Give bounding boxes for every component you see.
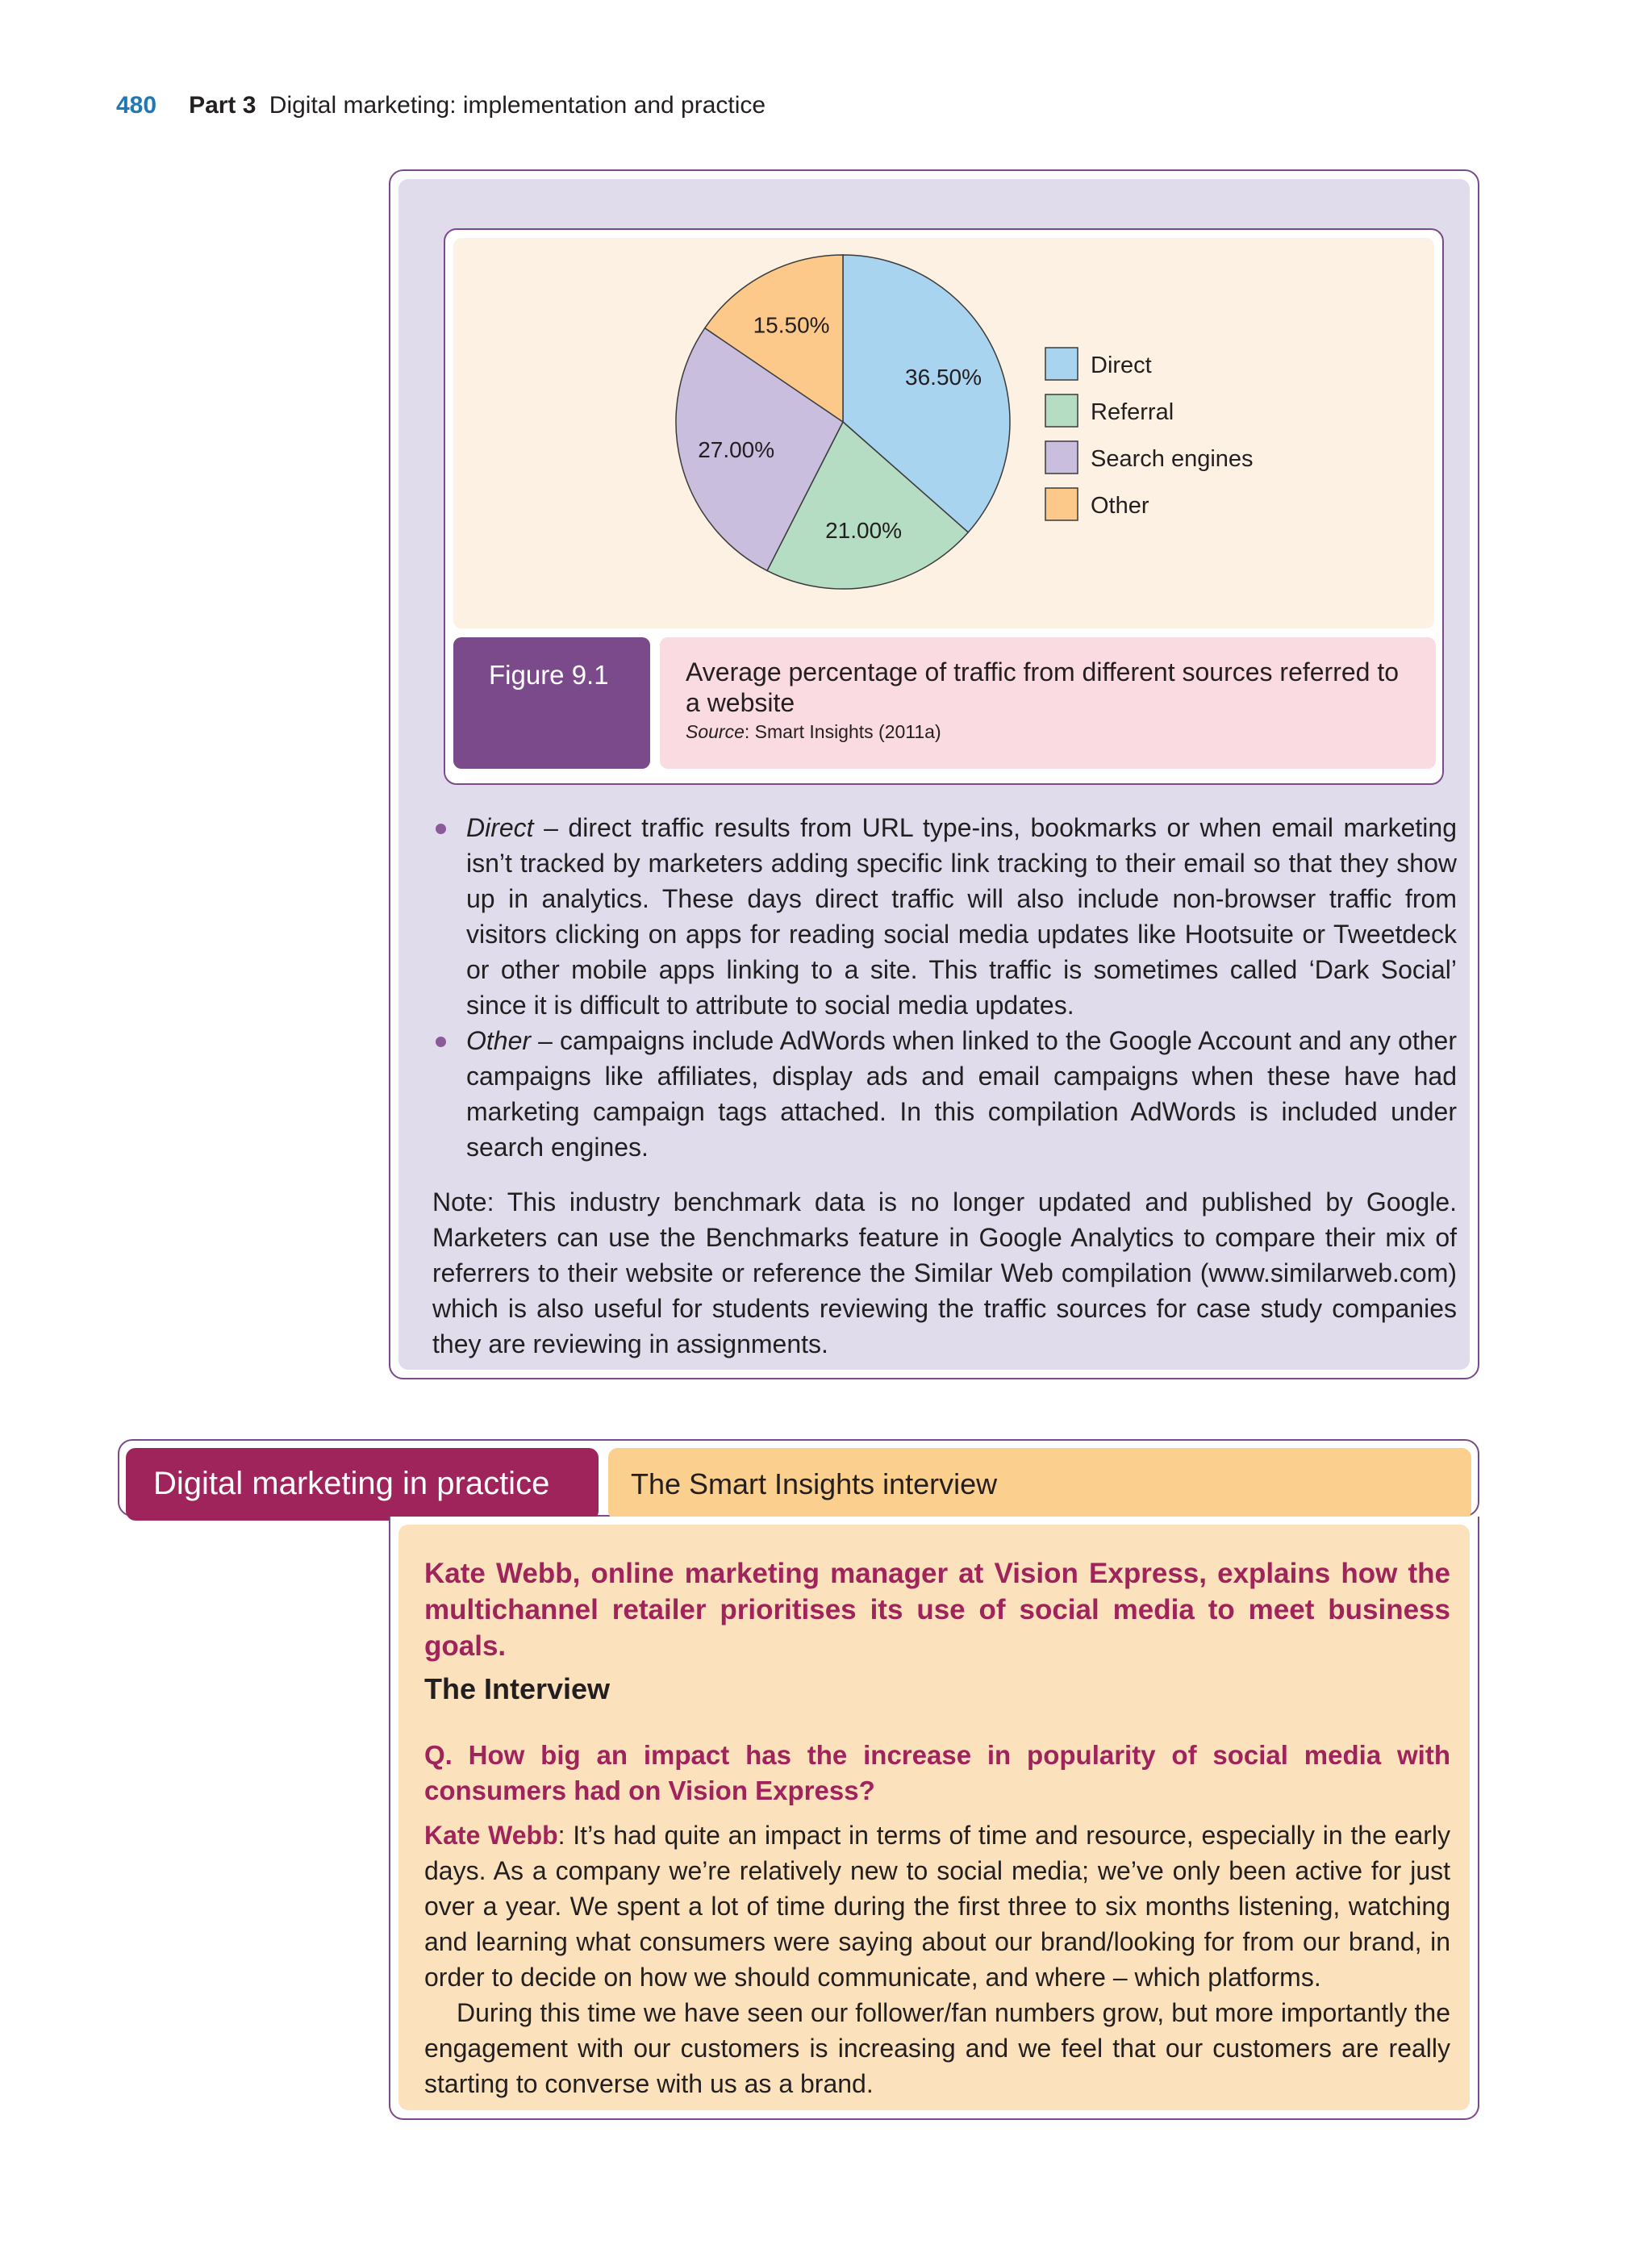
bullet-direct <box>432 810 1457 1023</box>
figure-caption: Average percentage of traffic from different sources referred to a website <box>686 657 1400 717</box>
practice-title: The Smart Insights interview <box>608 1448 1471 1521</box>
answer-text-1: : It’s had quite an impact in terms of time and resource, especially in the early days. As a company we’re relatively new to social media; we’ve only been active for just over a year. We spent a lot of time during the first three to six months listening, watching and learning what consumers were saying about our brand/looking for from our brand, in order to decide on how we should communicate, and where – which platforms. <box>424 1821 1451 1992</box>
interview-panel-background <box>398 1525 1470 2110</box>
answer-paragraph-1 <box>424 1817 1450 1995</box>
legend-swatch <box>1045 441 1078 474</box>
interview-question: Q. How big an impact has the increase in popularity of social media with consumers had on Vision Express? <box>424 1740 1450 1805</box>
legend-label: Search engines <box>1091 446 1254 472</box>
pie-chart-area <box>453 238 1434 628</box>
legend-label: Direct <box>1091 353 1152 378</box>
interview-intro: Kate Webb, online marketing manager at Vision Express, explains how the multichannel retailer prioritises its use of social media to meet business goals. <box>424 1558 1450 1662</box>
bullet-list <box>432 810 1457 1165</box>
figure-caption-box <box>660 637 1436 769</box>
legend-swatch <box>1045 488 1078 520</box>
legend-swatch <box>1045 394 1078 427</box>
similarweb-link[interactable]: www.similarweb.com <box>1208 1258 1449 1287</box>
note-after: ) which is also useful for students reviewing the traffic sources for case study companies they are reviewing in assignments. <box>432 1258 1457 1358</box>
practice-tag: Digital marketing in practice <box>126 1448 599 1521</box>
page-number: 480 <box>116 92 157 119</box>
part-label: Part 3 <box>189 92 257 119</box>
section-title: Digital marketing: implementation and practice <box>269 92 766 119</box>
legend-label: Referral <box>1091 399 1174 425</box>
source-text: : Smart Insights (2011a) <box>744 721 941 742</box>
note-before: Note: This industry benchmark data is no longer updated and published by Google. Marketers can use the Benchmarks feature in Google Analytics to compare their mix of referrers to their website or reference the Similar Web compilation ( <box>432 1187 1457 1287</box>
figure-panel-background <box>398 179 1470 1370</box>
pie-chart <box>453 238 1434 628</box>
answer-speaker: Kate Webb <box>424 1821 558 1850</box>
interview-heading: The Interview <box>424 1672 611 1705</box>
source-prefix: Source <box>686 721 745 742</box>
figure-panel <box>389 169 1479 1379</box>
figure-label: Figure 9.1 <box>453 637 650 769</box>
pie-data-label: 21.00% <box>825 518 903 544</box>
bullet-term: Direct <box>466 813 534 842</box>
interview-panel <box>389 1517 1479 2120</box>
pie-data-label: 15.50% <box>753 312 830 338</box>
pie-data-label: 27.00% <box>698 436 775 462</box>
bullet-text: – campaigns include AdWords when linked to the Google Account and any other campaigns like affiliates, display ads and email campaigns when these have had marketing campaign tags attached. In this compilation AdWords is included under search engines. <box>466 1026 1457 1162</box>
answer-paragraph-2: During this time we have seen our follower/fan numbers grow, but more importantly the engagement with our customers is increasing and we feel that our customers are really starting to converse with us as a brand. <box>424 1998 1450 2098</box>
interview-answer <box>424 1817 1450 2101</box>
figure-frame <box>444 228 1444 785</box>
legend-label: Other <box>1091 493 1149 519</box>
note-paragraph <box>432 1184 1457 1362</box>
figure-source <box>686 721 1408 743</box>
bullet-term: Other <box>466 1026 532 1055</box>
legend-swatch <box>1045 348 1078 380</box>
pie-data-label: 36.50% <box>905 364 982 390</box>
bullet-text: – direct traffic results from URL type-ins, bookmarks or when email marketing isn’t tracked by marketers adding specific link tracking to their email so that they show up in analytics. These days direct traffic will also include non-browser traffic from visitors clicking on apps for reading social media updates like Hootsuite or Tweetdeck or other mobile apps linking to a site. This traffic is sometimes called ‘Dark Social’ since it is difficult to attribute to social media updates. <box>466 813 1457 1020</box>
running-header <box>116 92 766 119</box>
bullet-other <box>432 1023 1457 1165</box>
